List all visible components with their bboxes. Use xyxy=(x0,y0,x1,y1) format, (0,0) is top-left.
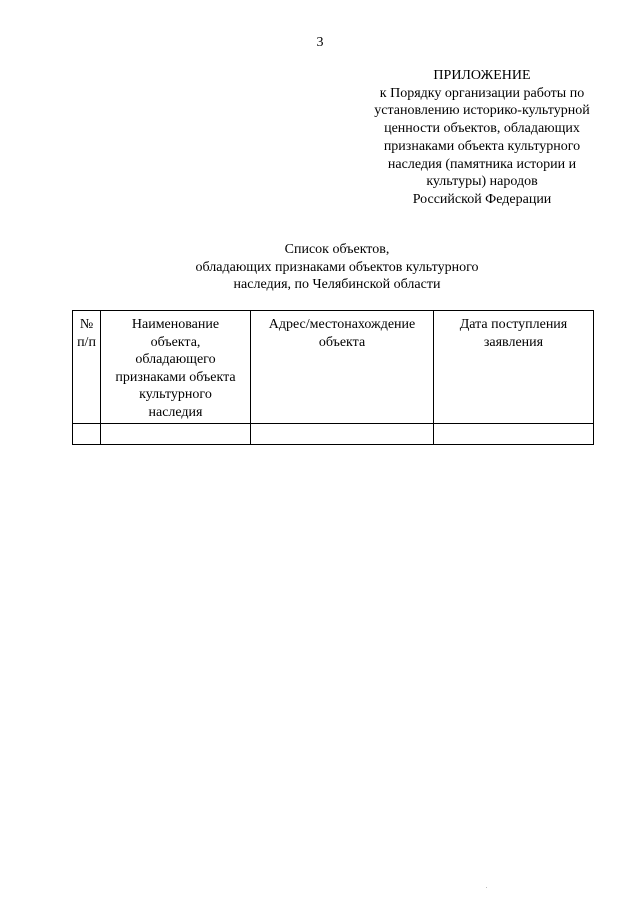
table-cell-object-name xyxy=(101,424,251,445)
header-address xyxy=(251,311,434,424)
appendix-line: установлению историко-культурной xyxy=(374,103,590,119)
appendix-block xyxy=(355,67,609,209)
list-title xyxy=(120,241,554,294)
header-number-line: п/п xyxy=(77,334,96,350)
header-application-date-line: заявления xyxy=(483,334,544,350)
appendix-line: ценности объектов, обладающих xyxy=(384,121,580,137)
table-cell-number xyxy=(73,424,101,445)
table-header-row xyxy=(73,311,594,424)
header-number xyxy=(73,311,101,424)
appendix-line: Российской Федерации xyxy=(412,191,552,207)
appendix-line: наследия (памятника истории и xyxy=(387,156,577,172)
table-cell-application-date xyxy=(434,424,594,445)
scan-speck xyxy=(486,887,487,888)
header-number-line: № xyxy=(79,317,94,332)
header-object-name-line: культурного xyxy=(139,387,212,402)
header-object-name-line: наследия xyxy=(148,404,203,420)
appendix-title: ПРИЛОЖЕНИЕ xyxy=(433,68,531,83)
list-title-line: обладающих признаками объектов культурного xyxy=(195,259,479,275)
objects-table xyxy=(72,310,594,445)
appendix-line: культуры) народов xyxy=(426,174,538,190)
appendix-line: признаками объекта культурного xyxy=(383,138,581,154)
appendix-line: к Порядку организации работы по xyxy=(379,85,585,101)
header-object-name-line: признаками объекта xyxy=(115,369,236,385)
header-object-name xyxy=(101,311,251,424)
header-object-name-line: объекта, xyxy=(150,334,201,350)
header-address-line: Адрес/местонахождение xyxy=(268,317,416,332)
header-address-line: объекта xyxy=(318,334,366,350)
header-application-date xyxy=(434,311,594,424)
list-title-line: наследия, по Челябинской области xyxy=(233,277,441,292)
header-object-name-line: Наименование xyxy=(131,317,220,332)
list-title-line: Список объектов, xyxy=(284,242,390,257)
table-cell-address xyxy=(251,424,434,445)
table-row xyxy=(73,424,594,445)
header-object-name-line: обладающего xyxy=(135,352,216,367)
header-application-date-line: Дата поступления xyxy=(459,317,568,332)
page-number: 3 xyxy=(316,35,324,50)
